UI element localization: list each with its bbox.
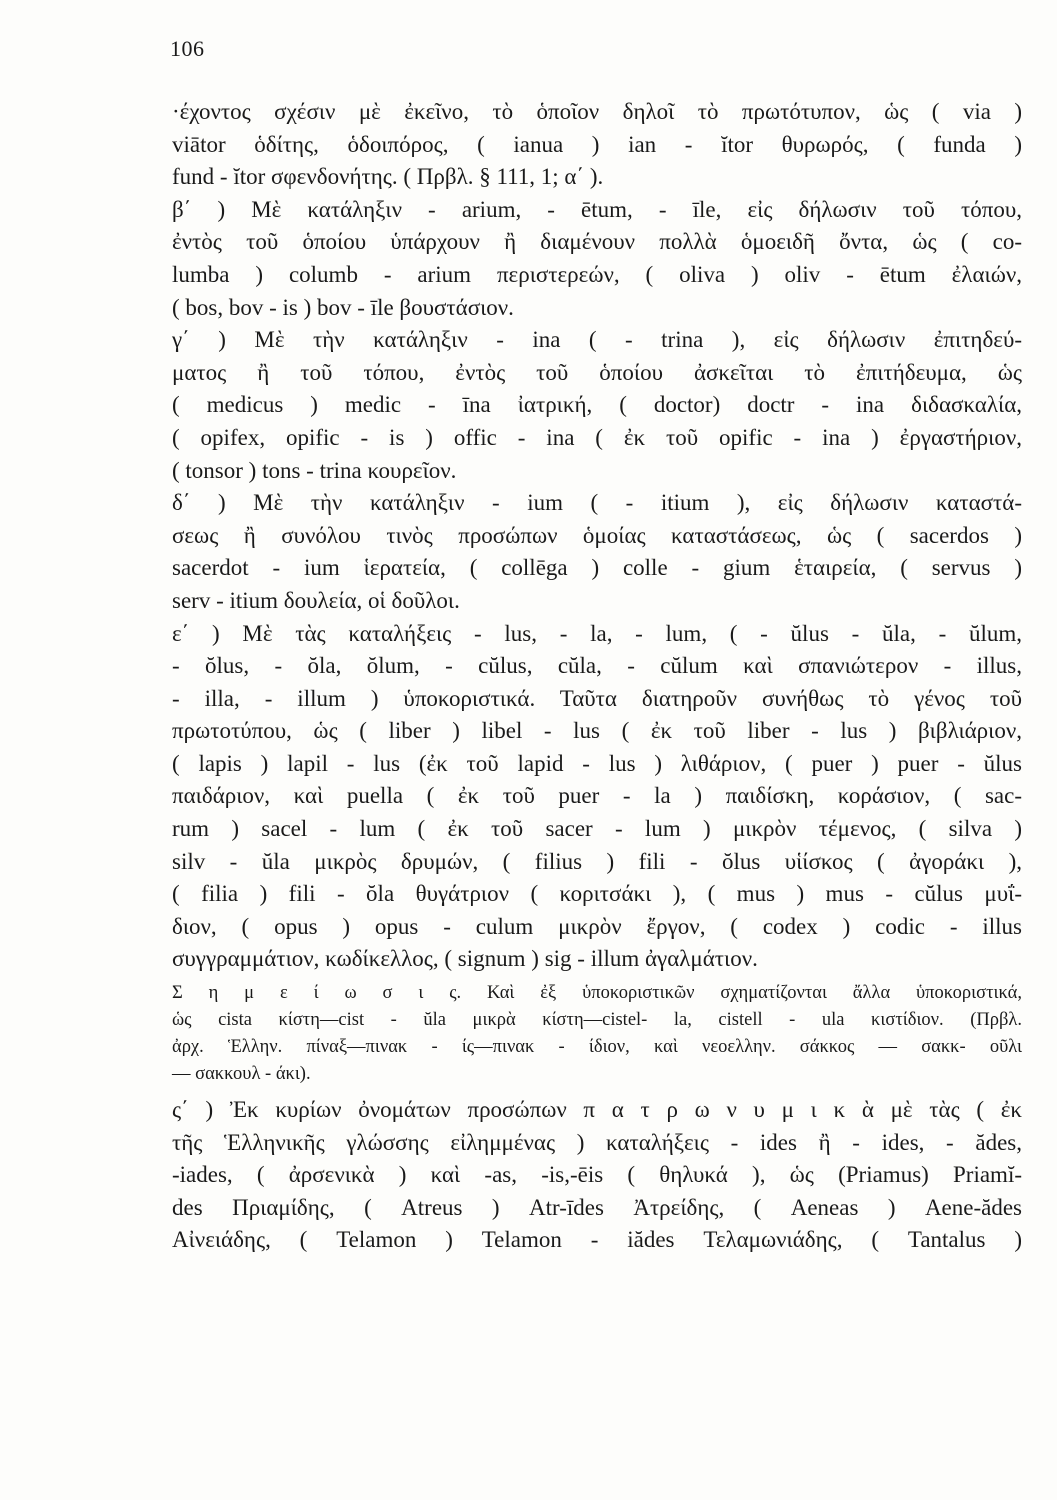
text-line: - ŏlus, - ŏla, ŏlum, - cŭlus, cŭla, - cŭlum καὶ σπανιώτερον - illus,: [172, 653, 1022, 679]
text-line: ( lapis ) lapil - lus (ἐκ τοῦ lapid - lus ) λιθάριον, ( puer ) puer - ŭlus: [172, 750, 1022, 776]
text-line: συγγραμμάτιον, κωδίκελλος, ( signum ) sig - illum ἀγαλμάτιον.: [172, 946, 758, 972]
note-line: — σακκουλ - άκι).: [172, 1064, 311, 1085]
text-line: ( bos, bov - is ) bov - īle βουστάσιον.: [172, 294, 514, 320]
text-line: ματος ἢ τοῦ τόπου, ἐντὸς τοῦ ὁποίου ἀσκεῖται τὸ ἐπιτήδευμα, ὡς: [172, 359, 1022, 385]
text-line: ( filia ) fili - ŏla θυγάτριον ( κοριτσάκι ), ( mus ) mus - cŭlus μυΐ-: [172, 881, 1022, 907]
text-line: γ΄ ) Μὲ τὴν κατάληξιν - ina ( - trina ), εἰς δήλωσιν ἐπιτηδεύ-: [172, 327, 1022, 353]
text-line: ·έχοντος σχέσιν μὲ ἐκεῖνο, τὸ ὁποῖον δηλοῖ τὸ πρωτότυπον, ὡς ( via ): [172, 99, 1022, 124]
page-number: 106: [170, 36, 205, 61]
text-line: sacerdot - ium ἱερατεία, ( collēga ) colle - gium ἑταιρεία, ( servus ): [172, 555, 1022, 581]
text-line: serv - itium δουλεία, οἱ δοῦλοι.: [172, 587, 460, 613]
page-text: [172, 96, 1022, 1257]
paragraph-epsilon: [172, 618, 1022, 977]
text-line: des Πριαμίδης, ( Atreus ) Atr-īdes Ἀτρείδης, ( Aeneas ) Aene-ădes: [172, 1194, 1022, 1220]
text-line: viātor ὁδίτης, ὁδοιπόρος, ( ianua ) ian - ĭtor θυρωρός, ( funda ): [172, 131, 1022, 157]
text-line: ε΄ ) Μὲ τὰς καταλήξεις - lus, - la, - lum, ( - ŭlus - ŭla, - ŭlum,: [172, 620, 1022, 646]
text-line: πρωτοτύπου, ὡς ( liber ) libel - lus ( ἐκ τοῦ liber - lus ) βιβλιάριον,: [172, 718, 1022, 744]
text-line: διον, ( opus ) opus - culum μικρὸν ἔργον, ( codex ) codic - illus: [172, 913, 1022, 939]
text-line: fund - ĭtor σφενδονήτης. ( Πρβλ. § 111, 1; α΄ ).: [172, 164, 604, 190]
text-line: ἐντὸς τοῦ ὁποίου ὑπάρχουν ἢ διαμένουν πολλὰ ὁμοειδῆ ὄντα, ὡς ( co-: [172, 229, 1022, 255]
paragraph-delta: [172, 487, 1022, 617]
text-line: -iades, ( ἀρσενικὰ ) καὶ -as, -is,-ēis ( θηλυκά ), ὡς (Priamus) Priamĭ-: [172, 1162, 1022, 1188]
text-line: - illa, - illum ) ὑποκοριστικά. Ταῦτα διατηροῦν συνήθως τὸ γένος τοῦ: [172, 685, 1022, 711]
text-line: ς΄ ) Ἐκ κυρίων ὀνομάτων προσώπων π α τ ρ ω ν υ μ ι κ ὰ μὲ τὰς ( ἐκ: [172, 1097, 1022, 1123]
text-line: ( opifex, opific - is ) offic - ina ( ἐκ τοῦ opific - ina ) ἐργαστήριον,: [172, 424, 1022, 450]
note-line: Σ η μ ε ί ω σ ι ς. Καὶ ἐξ ὑποκοριστικῶν σχηματίζονται ἄλλα ὑποκοριστικά,: [172, 983, 1022, 1004]
paragraph-gamma: [172, 324, 1022, 487]
text-line: σεως ἢ συνόλου τινὸς προσώπων ὁμοίας καταστάσεως, ὡς ( sacerdos ): [172, 522, 1022, 548]
paragraph-stigma: [172, 1094, 1022, 1257]
paragraph-beta: [172, 194, 1022, 324]
note-line: ἀρχ. Ἑλλην. πίναξ—πινακ - ίς—πινακ - ίδιον, καὶ νεοελλην. σάκκος — σακκ- οῦλι: [172, 1037, 1022, 1058]
note-line: ὡς cista κίστη—cist - ŭla μικρὰ κίστη—cistel- la, cistell - ula κιστίδιον. (Πρβλ.: [172, 1010, 1022, 1031]
note-block: [172, 980, 1022, 1088]
paragraph-intro: [172, 96, 1022, 194]
text-line: β΄ ) Μὲ κατάληξιν - arium, - ētum, - īle, εἰς δήλωσιν τοῦ τόπου,: [172, 196, 1022, 222]
text-line: δ΄ ) Μὲ τὴν κατάληξιν - ium ( - itium ), εἰς δήλωσιν καταστά-: [172, 490, 1022, 516]
text-line: ( tonsor ) tons - trina κουρεῖον.: [172, 457, 457, 483]
text-line: τῆς Ἑλληνικῆς γλώσσης εἰλημμένας ) καταλήξεις - ides ἢ - ides, - ădes,: [172, 1129, 1022, 1155]
text-line: rum ) sacel - lum ( ἐκ τοῦ sacer - lum ) μικρὸν τέμενος, ( silva ): [172, 816, 1022, 842]
text-line: lumba ) columb - arium περιστερεών, ( oliva ) oliv - ētum ἐλαιών,: [172, 261, 1022, 287]
text-line: ( medicus ) medic - īna ἰατρική, ( doctor) doctr - ina διδασκαλία,: [172, 392, 1022, 418]
text-line: παιδάριον, καὶ puella ( ἐκ τοῦ puer - la ) παιδίσκη, κοράσιον, ( sac-: [172, 783, 1022, 809]
text-line: Αἰνειάδης, ( Telamon ) Telamon - iădes Τελαμωνιάδης, ( Tantalus ): [172, 1227, 1022, 1253]
text-line: silv - ŭla μικρὸς δρυμών, ( filius ) fili - ŏlus υἱίσκος ( ἀγοράκι ),: [172, 848, 1022, 874]
